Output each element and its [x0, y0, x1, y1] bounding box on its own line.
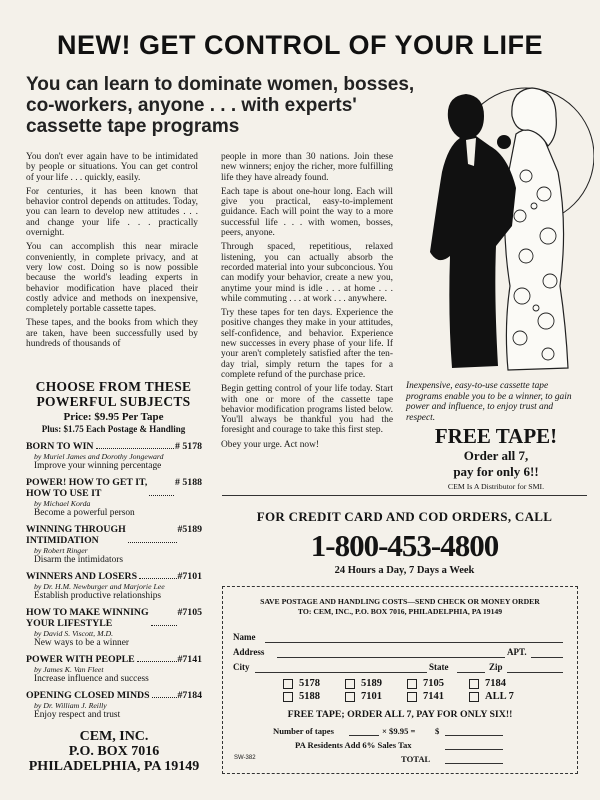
tape-item	[26, 524, 202, 565]
leader-dots	[152, 690, 177, 698]
body-paragraph: For centuries, it has been known that behavior control depends on attitudes. Today, you can learn to develop new attitudes . . . and change your life . . . practically overnight.	[26, 186, 198, 239]
number-of-tapes-field[interactable]	[349, 735, 379, 736]
subtotal-field[interactable]	[445, 735, 503, 736]
tape-title: WINNING THROUGH INTIMIDATION	[26, 524, 126, 546]
body-column-2	[221, 152, 393, 454]
body-paragraph: Begin getting control of your life today. Start with one or more of the cassette tape behavior modification programs listed below. You'll always be thankful you had the foresight and courage to take this first step.	[221, 384, 393, 436]
ad-code: SW-382	[234, 755, 256, 761]
body-paragraph: Each tape is about one-hour long. Each will give you practical, easy-to-implement guidance. Each will point the way to a more successful life . . . with women, bosses, peers, anyone.	[221, 186, 393, 239]
tape-title: OPENING CLOSED MINDS	[26, 690, 150, 701]
order-form	[222, 586, 578, 774]
leader-dots	[149, 477, 174, 496]
credit-card-heading: FOR CREDIT CARD AND COD ORDERS, CALL	[256, 509, 553, 524]
subjects-heading-block	[26, 379, 201, 434]
tape-number: #7101	[177, 571, 202, 582]
sales-tax-field[interactable]	[445, 749, 503, 750]
body-paragraph: You don't ever again have to be intimidated by people or situations. You can get control of your life . . . quickly, easily.	[26, 152, 198, 183]
checkbox-icon	[283, 679, 293, 689]
price-per-tape: Price: $9.95 Per Tape	[63, 411, 164, 423]
body-paragraph: Try these tapes for ten days. Experience the positive changes they make in your attitudes, self-confidence, and behavior. Experience new successes in every phase of your life. If your aren't completely satisfied after the ten-day trial, simply return the tapes for a complete refund of the purchase price.	[221, 308, 393, 380]
distributor-note: CEM Is A Distributor for SMI.	[447, 482, 545, 491]
form-header	[223, 597, 577, 617]
tape-number: #5189	[177, 524, 202, 535]
body-paragraph: These tapes, and the books from which they are taken, have been successfully used by hundreds of thousands of	[26, 318, 198, 350]
subheadline: You can learn to dominate women, bosses, co-workers, anyone . . . with experts' cassette tape programs	[26, 74, 415, 137]
tape-description: Improve your winning percentage	[34, 461, 162, 471]
tape-title: BORN TO WIN	[26, 441, 94, 452]
tape-title: POWER! HOW TO GET IT, HOW TO USE IT	[26, 477, 148, 499]
tape-title: POWER WITH PEOPLE	[26, 654, 135, 665]
tape-number: # 5188	[175, 477, 202, 488]
body-paragraph: You can accomplish this near miracle conveniently, in complete privacy, and at very low cost. Doing so is now possible because the world's leading experts in behavior modification have placed their costly advice and methods on inexpensive, completely portable cassette tapes.	[26, 242, 198, 315]
apt-field[interactable]	[531, 657, 563, 658]
leader-dots	[151, 607, 177, 626]
leader-dots	[96, 441, 175, 449]
free-tape-line: FREE TAPE; ORDER ALL 7, PAY FOR ONLY SIX!!	[287, 709, 513, 720]
subjects-heading: CHOOSE FROM THESE POWERFUL SUBJECTS	[35, 379, 192, 409]
tape-item	[26, 607, 202, 648]
zip-label: Zip	[489, 662, 503, 672]
free-tape-title: FREE TAPE!	[434, 424, 558, 448]
address-field[interactable]	[277, 657, 505, 658]
total-field[interactable]	[445, 763, 503, 764]
total-label: TOTAL	[401, 754, 431, 764]
tape-author: by Robert Ringer	[34, 546, 88, 555]
body-paragraph: Obey your urge. Act now!	[221, 439, 319, 450]
zip-field[interactable]	[507, 672, 563, 673]
number-of-tapes-label: Number of tapes	[273, 726, 334, 736]
tape-author: by Muriel James and Dorothy Jongeward	[34, 452, 164, 461]
tape-description: Increase influence and success	[34, 674, 149, 684]
tape-item	[26, 571, 202, 601]
checkbox-label: 7184	[485, 678, 506, 689]
state-field[interactable]	[457, 672, 485, 673]
city-state-zip: PHILADELPHIA, PA 19149	[28, 759, 200, 774]
checkbox-label: 5188	[299, 691, 320, 702]
leader-dots	[137, 654, 177, 662]
name-field[interactable]	[265, 642, 563, 643]
tape-author: by David S. Viscott, M.D.	[34, 629, 114, 638]
city-field[interactable]	[255, 672, 427, 673]
tape-item	[26, 654, 202, 684]
tape-number: # 5178	[175, 441, 202, 452]
tape-list	[26, 441, 202, 726]
free-tape-offer	[406, 424, 586, 491]
leader-dots	[139, 571, 176, 579]
tape-description: New ways to be a winner	[34, 638, 130, 648]
times-price-text: × $9.95 =	[382, 726, 416, 736]
checkbox-5188[interactable]	[283, 691, 320, 702]
rose-icon	[497, 135, 511, 149]
tape-number: #7184	[177, 690, 202, 701]
checkbox-all-7[interactable]	[469, 691, 514, 702]
address-label: Address	[233, 647, 265, 657]
mailing-address	[26, 729, 202, 774]
checkbox-label: 7101	[361, 691, 382, 702]
checkbox-7141[interactable]	[407, 691, 444, 702]
checkbox-icon	[345, 692, 355, 702]
dollar-sign: $	[435, 726, 440, 736]
checkbox-icon	[407, 692, 417, 702]
sales-tax-label: PA Residents Add 6% Sales Tax	[295, 740, 412, 750]
couple-illustration	[408, 76, 594, 384]
leader-dots	[128, 524, 177, 543]
tape-title: WINNERS AND LOSERS	[26, 571, 138, 582]
checkbox-icon	[283, 692, 293, 702]
checkbox-icon	[407, 679, 417, 689]
shipping-cost: Plus: $1.75 Each Postage & Handling	[41, 424, 186, 434]
tape-title: HOW TO MAKE WINNING YOUR LIFESTYLE	[26, 607, 149, 629]
tape-description: Establish productive relationships	[34, 591, 162, 601]
phone-number[interactable]: 1-800-453-4800	[310, 528, 499, 563]
checkbox-icon	[469, 679, 479, 689]
checkbox-label: ALL 7	[485, 691, 514, 702]
headline: NEW! GET CONTROL OF YOUR LIFE	[57, 30, 543, 60]
tape-number: #7105	[177, 607, 202, 618]
company-name: CEM, INC.	[79, 729, 149, 744]
checkbox-icon	[345, 679, 355, 689]
checkbox-7184[interactable]	[469, 678, 506, 689]
tape-description: Disarm the intimidators	[34, 555, 124, 565]
checkbox-label: 7105	[423, 678, 444, 689]
divider	[222, 495, 587, 496]
tape-author: by Dr. H.M. Newburger and Marjorie Lee	[34, 582, 165, 591]
body-paragraph: people in more than 30 nations. Join these new winners; enjoy the richer, more fulfilling life they have already found.	[221, 152, 393, 183]
checkbox-7101[interactable]	[345, 691, 382, 702]
tape-description: Become a powerful person	[34, 508, 135, 518]
name-label: Name	[233, 632, 256, 642]
pay-for-six-text: pay for only 6!!	[453, 464, 539, 479]
illustration-caption: Inexpensive, easy-to-use cassette tape programs enable you to be a winner, to gain power and influence, to enjoy trust and respect.	[406, 381, 572, 423]
checkbox-5189[interactable]	[345, 678, 382, 689]
checkbox-5178[interactable]	[283, 678, 320, 689]
checkbox-7105[interactable]	[407, 678, 444, 689]
tape-description: Enjoy respect and trust	[34, 710, 121, 720]
tape-author: by James K. Van Fleet	[34, 665, 104, 674]
checkbox-label: 7141	[423, 691, 444, 702]
checkbox-label: 5189	[361, 678, 382, 689]
tape-author: by Dr. William J. Reilly	[34, 701, 107, 710]
tape-item	[26, 441, 202, 471]
apt-label: APT.	[507, 647, 527, 657]
tape-author: by Michael Korda	[34, 499, 91, 508]
hours-text: 24 Hours a Day, 7 Days a Week	[334, 565, 475, 576]
checkbox-label: 5178	[299, 678, 320, 689]
checkbox-icon	[469, 692, 479, 702]
body-column-1	[26, 152, 198, 353]
tape-item	[26, 690, 202, 720]
order-all-text: Order all 7,	[463, 448, 529, 463]
state-label: State	[429, 662, 449, 672]
body-paragraph: Through spaced, repetitious, relaxed listening, you can actually absorb the recorded material into your subconcious. You can modify your behavior, create a new you, anytime your mind is idle . . . at home . . . while commuting . . . at work . . . anywhere.	[221, 242, 393, 304]
tape-number: #7141	[177, 654, 202, 665]
tape-item	[26, 477, 202, 518]
form-header-line: SAVE POSTAGE AND HANDLING COSTS—SEND CHECK OR MONEY ORDER	[260, 597, 540, 606]
po-box: P.O. BOX 7016	[68, 744, 160, 759]
form-header-line: TO: CEM, INC., P.O. BOX 7016, PHILADELPHIA, PA 19149	[297, 607, 503, 616]
city-label: City	[233, 662, 250, 672]
